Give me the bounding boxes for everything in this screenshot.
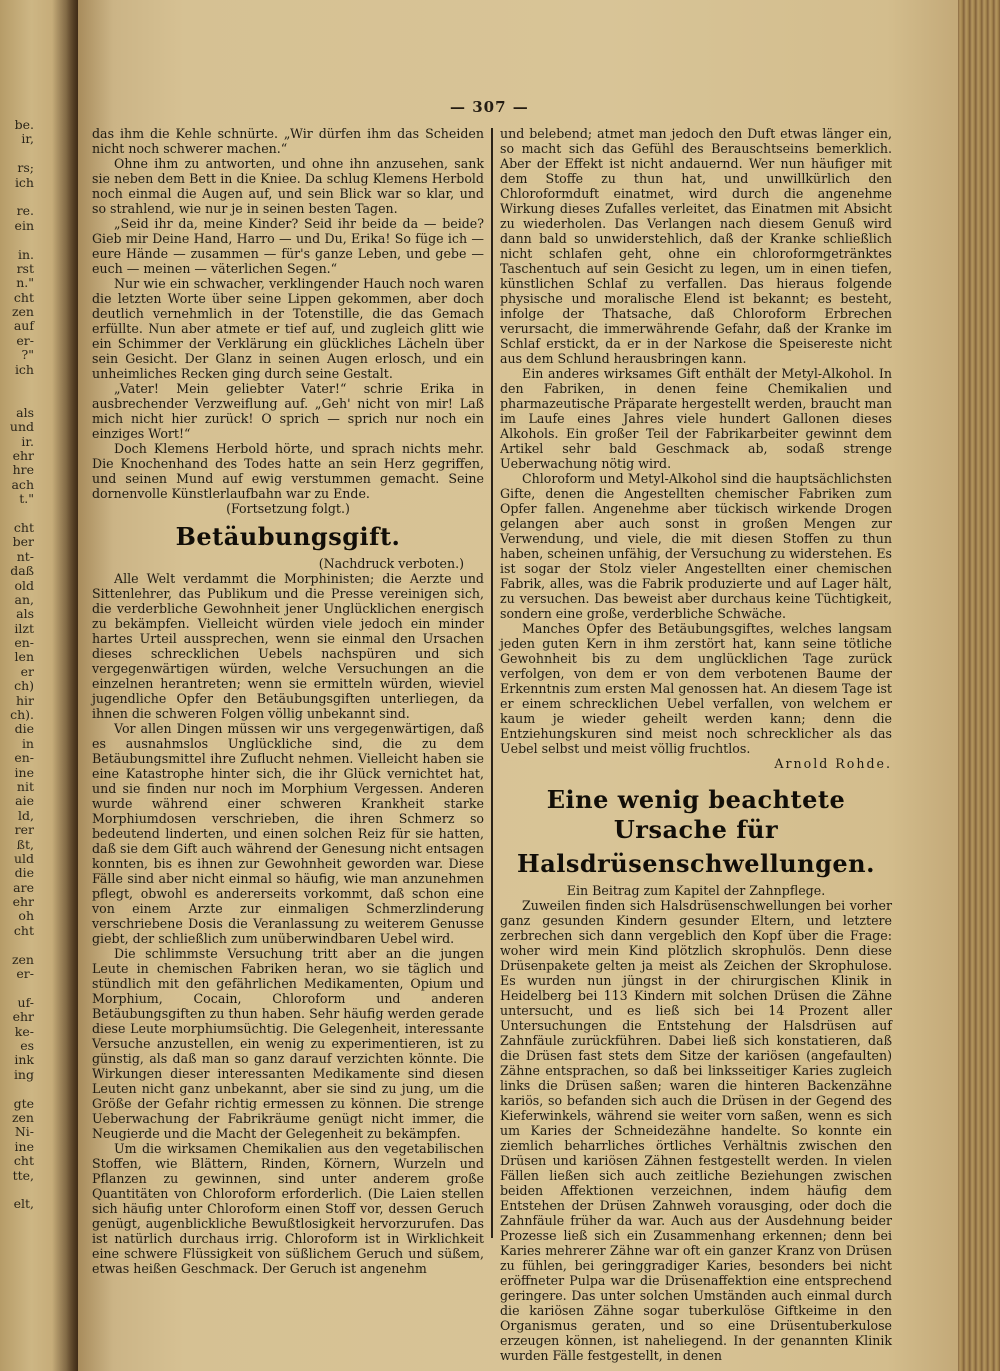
facing-page-fragment: in <box>21 735 34 751</box>
article-paragraph-8: Manches Opfer des Betäubungsgiftes, welches langsam jeden guten Kern in ihm zerstört hat, kann seine tötliche Gewohnheit bis zu dem unglücklichen Tage zurück verfolgen, von dem er von dem verbotenen Baume der Erkenntnis zum ersten Mal genossen hat. An diesem Tage ist er einem schrecklichen Uebel verfallen, von welchem er kaum je wieder geheilt werden kann; denn die Entziehungskuren sind meist noch schrecklicher als das Uebel selbst und meist völlig fruchtlos. <box>500 621 892 756</box>
article-title-halsdruesen-line1: Eine wenig beachtete Ursache für <box>546 785 846 844</box>
facing-page-fragment: en- <box>14 750 34 766</box>
facing-page-fragment <box>0 938 34 952</box>
story-paragraph-2: Ohne ihm zu antworten, und ohne ihn anzusehen, sank sie neben dem Bett in die Kniee. Da schlug Klemens Herbold noch einmal die Augen auf, und sein Blick war so klar, und so strahlend, wie nur je in seinen besten Tagen. <box>92 156 484 216</box>
facing-page-fragment: ehr <box>12 1009 34 1025</box>
article-paragraph-5: und belebend; atmet man jedoch den Duft etwas länger ein, so macht sich das Gefühl des Berauschtseins bemerklich. Aber der Effekt ist nicht andauernd. Wer nun häufiger mit dem Stoffe zu thun hat, und unwillkürlich den Chloroformduft einatmet, wird durch die angenehme Wirkung dieses Zufalles verleitet, das Einatmen mit Absicht zu wiederholen. Das Verlangen nach diesem Genuß wird dann bald so unwiderstehlich, daß der Kranke schließlich nicht schlafen geht, ohne ein chloroformgetränktes Taschentuch auf sein Gesicht zu legen, um in einen tiefen, künstlichen Schlaf zu verfallen. Das hieraus folgende physische und moralische Elend ist bekannt; es besteht, infolge der Thatsache, daß Chloroform Erbrechen verursacht, die immerwährende Gefahr, daß der Kranke im Schlaf erstickt, da er in der Narkose die Speisereste nicht aus dem Schlund herausbringen kann. <box>500 126 892 366</box>
facing-page-fragment: er <box>20 663 34 679</box>
page-stack-edge <box>958 0 1000 1371</box>
facing-page-fragment <box>0 233 34 247</box>
facing-page-fragment: hre <box>12 462 34 478</box>
article-paragraph-1: Alle Welt verdammt die Morphinisten; die Aerzte und Sittenlehrer, das Publikum und die Presse vereinigen sich, die verderbliche Gewohnheit jener Unglücklichen energisch zu bekämpfen. Vielleicht würden viele jedoch ein minder hartes Urteil aussprechen, wenn sie einmal den Ursachen dieses schrecklichen Uebels nachspüren und sich vergegenwärtigen würden, welche Versuchungen an die einzelnen herantreten; wenn sie ermitteln würden, wieviel jugendliche Opfer den Betäubungsgiften unterliegen, da ihnen die schweren Folgen völlig unbekannt sind. <box>92 571 484 721</box>
facing-page-fragment: cht <box>13 519 34 535</box>
facing-page-fragment: ein <box>14 217 34 233</box>
facing-page-fragment: die <box>14 865 34 881</box>
facing-page-fragment: zen <box>11 951 34 967</box>
facing-page-fragment: ine <box>14 764 34 780</box>
story-paragraph-1: das ihm die Kehle schnürte. „Wir dürfen ihm das Scheiden nicht noch schwerer machen.“ <box>92 126 484 156</box>
left-column <box>92 126 484 1276</box>
facing-page-fragment: rs; <box>17 160 34 176</box>
facing-page-fragment: auf <box>13 318 34 334</box>
facing-page-fragment: als <box>16 606 34 622</box>
facing-page-fragment: cht <box>13 922 34 938</box>
facing-page-fragment: daß <box>10 563 34 579</box>
right-column <box>500 126 892 1363</box>
facing-page-fragment: ich <box>14 361 34 377</box>
facing-page-fragment <box>0 190 34 204</box>
facing-page-fragment: hir <box>15 692 34 708</box>
facing-page-fragment <box>0 1183 34 1197</box>
facing-page-fragment: en- <box>14 635 34 651</box>
facing-page-fragment: nit <box>16 778 34 794</box>
facing-page-fragment: cht <box>13 1153 34 1169</box>
facing-page-fragment <box>0 391 34 405</box>
facing-page-fragment: ir, <box>21 131 34 147</box>
continuation-note: (Fortsetzung folgt.) <box>226 501 350 516</box>
facing-page-fragment: cht <box>13 289 34 305</box>
story-paragraph-3: „Seid ihr da, meine Kinder? Seid ihr beide da — beide? Gieb mir Deine Hand, Harro — und Du, Erika! So füge ich — eure Hände — zusammen — für's ganze Leben, und gebe — euch — meinen — väterlichen Segen.“ <box>92 216 484 276</box>
facing-page-fragment: uf- <box>17 994 34 1010</box>
facing-page-fragment <box>0 1082 34 1096</box>
article-title-betaeubungsgift: Betäubungsgift. <box>175 522 401 551</box>
article-paragraph-2: Vor allen Dingen müssen wir uns vergegenwärtigen, daß es ausnahmslos Unglückliche sind, die zu dem Betäubungsmittel ihre Zuflucht nehmen. Vielleicht haben sie eine Katastrophe hinter sich, die ihr Glück vernichtet hat, und sie finden nur noch im Morphium Vergessen. Anderen wurde während einer schweren Krankheit starke Morphiumdosen verschrieben, die ihren Schmerz so bedeutend linderten, und einen solchen Reiz für sie hatten, daß sie dem Gift auch während der Genesung nicht entsagen konnten, bis es ihnen zur Gewohnheit geworden war. Diese Fälle sind aber nicht einmal so häufig, wie man anzunehmen pflegt, obwohl es andererseits vorkommt, daß schon eine von einem Arzte zur einmaligen Schmerzlinderung verschriebene Dosis die Veranlassung zu weiterem Genusse giebt, der schließlich zum unüberwindbaren Uebel wird. <box>92 721 484 946</box>
facing-page-fragment: aie <box>15 793 34 809</box>
facing-page-fragment: als <box>16 404 34 420</box>
story-paragraph-6: Doch Klemens Herbold hörte, und sprach nichts mehr. Die Knochenhand des Todes hatte an sein Herz gegriffen, und seinen Mund auf ewig verstummen gemacht. Seine dornenvolle Künstlerlaufbahn war zu Ende. <box>92 441 484 501</box>
facing-page-fragment <box>0 507 34 521</box>
facing-page-fragment: ing <box>13 1066 34 1082</box>
facing-page-fragment: ßt, <box>16 836 34 852</box>
article-title-halsdruesen-line2: Halsdrüsenschwellungen. <box>517 849 875 878</box>
facing-page-fragment: ehr <box>12 894 34 910</box>
facing-page-fragment: Ni- <box>14 1124 34 1140</box>
facing-page-fragment: ber <box>12 534 34 550</box>
facing-page-fragment: ach <box>11 476 34 492</box>
article-paragraph-7: Chloroform und Metyl-Alkohol sind die hauptsächlichsten Gifte, denen die Angestellten chemischer Fabriken zum Opfer fallen. Angenehme aber tückisch wirkende Drogen gelangen aber auch sonst in großen Mengen zur Verwendung, und viele, die mit diesen Stoffen zu thun haben, scheinen unfähig, der Versuchung zu widerstehen. Es ist sogar der Stolz vieler Angestellten einer chemischen Fabrik, alles, was die Fabrik produzierte und auf Lager hält, zu versuchen. Das beweist aber durchaus keine Tüchtigkeit, sondern eine große, verderbliche Schwäche. <box>500 471 892 621</box>
author-byline: Arnold Rohde. <box>774 756 892 771</box>
facing-page-fragment: old <box>14 577 34 593</box>
facing-page-fragment: ehr <box>12 447 34 463</box>
facing-page-fragment: an, <box>14 591 34 607</box>
facing-page-fragment: ke- <box>14 1023 34 1039</box>
facing-page-fragment: gte <box>13 1095 34 1111</box>
article-paragraph-6: Ein anderes wirksames Gift enthält der Metyl-Alkohol. In den Fabriken, in denen feine Chemikalien und pharmazeutische Präparate hergestellt werden, braucht man im Laufe eines Jahres viele hundert Gallonen dieses Alkohols. Ein großer Teil der Fabrikarbeiter gewinnt dem Artikel sehr bald Geschmack ab, sodaß strenge Ueberwachung nötig wird. <box>500 366 892 471</box>
facing-page-fragment: ilzt <box>14 620 34 636</box>
facing-page-fragment: ine <box>14 1138 34 1154</box>
facing-page-fragment: rer <box>14 822 34 838</box>
facing-page-fragment: elt, <box>13 1196 34 1212</box>
facing-page-fragment: ld, <box>18 807 34 823</box>
article-paragraph-4: Um die wirksamen Chemikalien aus den vegetabilischen Stoffen, wie Blättern, Rinden, Körnern, Wurzeln und Pflanzen zu gewinnen, sind unter anderem große Quantitäten von Chloroform erforderlich. (Die Laien stellen sich häufig unter Chloroform einen Stoff vor, dessen Geruch genügt, augenblickliche Bewußtlosigkeit hervorzurufen. Das ist natürlich durchaus irrig. Chloroform ist in Wirklichkeit eine schwere Flüssigkeit von süßlichem Geruch und süßem, etwas heißen Geschmack. Der Geruch ist angenehm <box>92 1141 484 1276</box>
facing-page-fragment <box>0 981 34 995</box>
facing-page-fragment: ir. <box>21 433 34 449</box>
facing-page-fragment <box>0 147 34 161</box>
facing-page-fragment: uld <box>13 850 34 866</box>
facing-page-fragment: len <box>14 649 34 665</box>
facing-page-fragment: nt- <box>16 548 34 564</box>
facing-page-text-fragments <box>0 118 34 1212</box>
facing-page-fragment: er- <box>16 966 34 982</box>
page-number: — 307 — <box>450 98 529 116</box>
facing-page-fragment: zen <box>11 1109 34 1125</box>
story-paragraph-5: „Vater! Mein geliebter Vater!“ schrie Erika in ausbrechender Verzweiflung auf. „Geh' nicht von mir! Laß mich nicht hier zurück! O sprich — sprich nur noch ein einziges Wort!“ <box>92 381 484 441</box>
facing-page-fragment: oh <box>18 908 34 924</box>
facing-page-fragment: rst <box>16 260 34 276</box>
facing-page-fragment: t." <box>19 491 34 507</box>
article-paragraph-3: Die schlimmste Versuchung tritt aber an die jungen Leute in chemischen Fabriken heran, wo sie täglich und stündlich mit den gefährlichen Medikamenten, Opium und Morphium, Cocain, Chloroform und anderen Betäubungsgiften zu thun haben. Sehr häufig werden gerade diese Leute morphiumsüchtig. Die Gelegenheit, interessante Versuche anzustellen, ein wenig zu experimentieren, ist zu günstig, als daß man so ganz darauf verzichten könnte. Die Wirkungen dieser interessanten Medikamente sind diesen Leuten nicht ganz unbekannt, aber sie sind zu jung, um die Größe der Gefahr richtig ermessen zu können. Die strenge Ueberwachung der Fabrikräume genügt nicht immer, die Neugierde und die Macht der Gelegenheit zu bekämpfen. <box>92 946 484 1141</box>
facing-page-fragment: ?" <box>21 347 34 363</box>
facing-page-fragment: und <box>9 419 34 435</box>
article-subtitle: Ein Beitrag zum Kapitel der Zahnpflege. <box>566 883 826 898</box>
facing-page-fragment: es <box>20 1038 34 1053</box>
facing-page-fragment: er- <box>16 332 34 348</box>
facing-page-fragment: ch) <box>14 678 34 694</box>
facing-page-fragment: n." <box>16 275 34 291</box>
facing-page-fragment: are <box>13 879 34 895</box>
reprint-notice: (Nachdruck verboten.) <box>318 556 464 571</box>
story-paragraph-4: Nur wie ein schwacher, verklingender Hauch noch waren die letzten Worte über seine Lippen gekommen, aber doch deutlich vernehmlich in der Totenstille, die das Gemach erfüllte. Nun aber atmete er tief auf, und zugleich glitt wie ein Schimmer der Verklärung ein glückliches Lächeln über sein Gesicht. Der Glanz in seinen Augen erlosch, und ein unheimliches Recken ging durch seine Gestalt. <box>92 276 484 381</box>
column-rule <box>491 128 493 1238</box>
facing-page-fragment: in. <box>17 246 34 262</box>
facing-page-fragment: ch). <box>10 707 34 723</box>
facing-page-fragment: tte, <box>12 1167 34 1183</box>
facing-page-fragment: ich <box>14 174 34 190</box>
facing-page-fragment: die <box>14 721 34 737</box>
facing-page-fragment: re. <box>16 203 34 219</box>
facing-page-fragment <box>0 377 34 391</box>
facing-page-fragment: be. <box>14 117 34 132</box>
facing-page-fragment: ink <box>14 1052 34 1068</box>
facing-page-fragment: zen <box>11 304 34 320</box>
zahnpflege-paragraph-1: Zuweilen finden sich Halsdrüsenschwellungen bei vorher ganz gesunden Kindern gesunder Eltern, und letztere zerbrechen sich dann vergeblich den Kopf über die Frage: woher wird mein Kind plötzlich skrophulös. Denn diese Drüsenpakete gelten ja meist als Zeichen der Skrophulose. Es wurden nun jüngst in der chirurgischen Klinik in Heidelberg bei 113 Kindern mit solchen Drüsen die Zähne untersucht, und es ließ sich bei 14 Prozent aller Untersuchungen die Entstehung der Halsdrüsen auf Zahnfäule zurückführen. Dabei ließ sich konstatieren, daß die Drüsen fast stets dem Sitze der kariösen (angefaulten) Zähne entsprachen, so daß bei linksseitiger Karies zugleich links die Drüsen saßen; waren die hinteren Backenzähne kariös, so befanden sich auch die Drüsen in der Gegend des Kieferwinkels, während sie weiter vorn saßen, wenn es sich um Karies der Schneidezähne handelte. So konnte ein ziemlich beharrliches örtliches Verhältnis zwischen den Drüsen und kariösen Zähnen festgestellt werden. In vielen Fällen ließen sich auch zeitliche Beziehungen zwischen beiden Affektionen verzeichnen, indem häufig dem Entstehen der Drüsen Zahnweh vorausging, oder doch die Zahnfäule früher da war. Auch aus der Ausdehnung beider Prozesse ließ sich ein Zusammenhang erkennen; denn bei Karies mehrerer Zähne war oft ein ganzer Kranz von Drüsen zu fühlen, bei geringgradiger Karies, besonders bei nicht eröffneter Pulpa war die Drüsenaffektion eine entsprechend geringere. Das unter solchen Umständen auch einmal durch die kariösen Zähne sogar tuberkulöse Giftkeime in den Organismus geraten, und so eine Drüsentuberkulose erzeugen können, ist naheliegend. In der genannten Klinik wurden Fälle festgestellt, in denen <box>500 898 892 1363</box>
